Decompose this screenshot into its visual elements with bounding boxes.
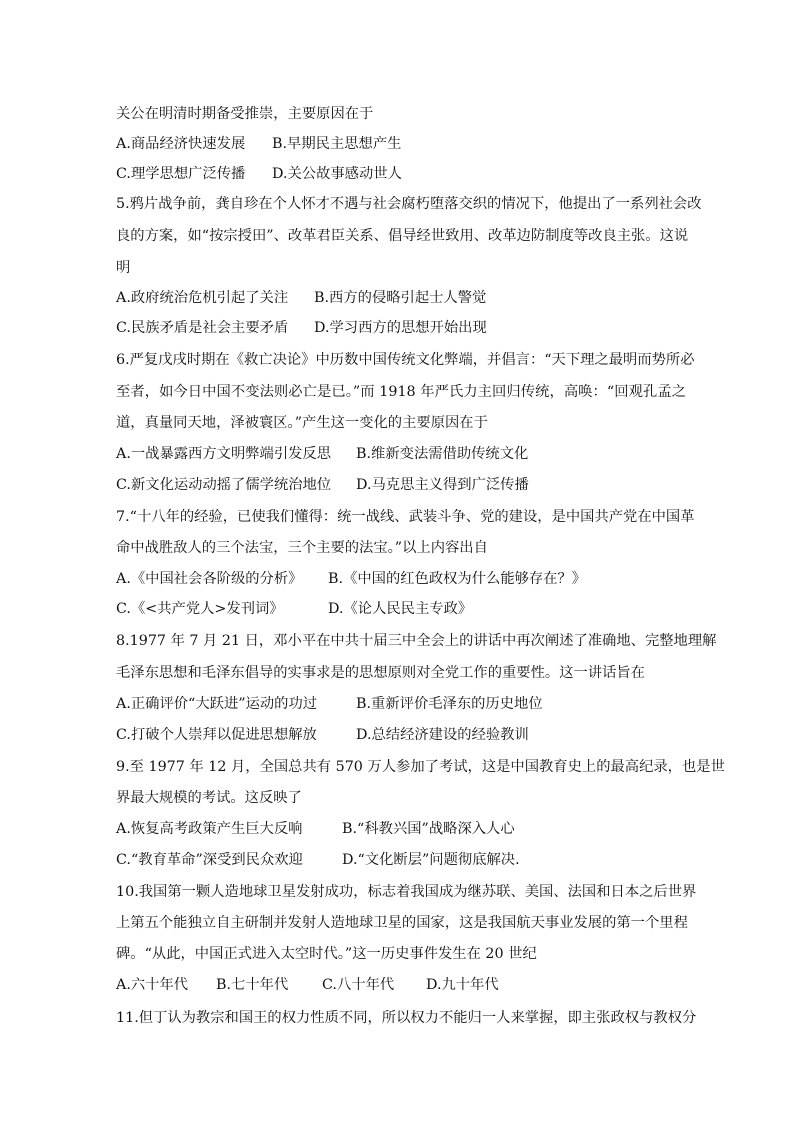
option-a: A.《中国社会各阶级的分析》: [116, 571, 303, 587]
option-row: [116, 444, 686, 464]
option-b: B.维新变法需借助传统文化: [356, 446, 529, 462]
question-11-stem: 11.但丁认为教宗和国王的权力性质不同，所以权力不能归一人来掌握，即主张政权与教权分: [116, 1010, 697, 1026]
question-4-stem: 关公在明清时期备受推崇，主要原因在于: [116, 106, 374, 122]
option-row: [116, 599, 686, 619]
option-d: D.总结经济建设的经验教训: [356, 727, 529, 743]
option-d: D.《论人民民主专政》: [328, 601, 473, 617]
option-c: C.新文化运动动摇了儒学统治地位: [116, 477, 332, 493]
option-row: [116, 850, 686, 870]
option-b: B.西方的侵略引起士人警觉: [314, 290, 487, 306]
option-b: B.早期民主思想产生: [272, 136, 402, 152]
option-d: D.“文化断层”问题彻底解决.: [342, 852, 520, 868]
option-a: A.商品经济快速发展: [116, 136, 246, 152]
option-a: A.六十年代: [116, 977, 189, 993]
option-d: D.九十年代: [426, 977, 499, 993]
option-b: B.《中国的红色政权为什么能够存在？》: [328, 571, 587, 587]
option-row: [116, 725, 686, 745]
option-a: A.正确评价“大跃进”运动的功过: [116, 696, 318, 712]
option-row: [116, 569, 686, 589]
option-row: [116, 975, 686, 995]
option-d: D.马克思主义得到广泛传播: [356, 477, 529, 493]
option-d: D.学习西方的思想开始出现: [314, 320, 487, 336]
question-6-stem: 道，真量同天地，泽被寰区。”产生这一变化的主要原因在于: [116, 415, 488, 431]
option-c: C.理学思想广泛传播: [116, 166, 246, 182]
option-c: C.“教育革命”深受到民众欢迎: [116, 852, 303, 868]
question-10-stem: 上第五个能独立自主研制并发射人造地球卫星的国家，这是我国航天事业发展的第一个里程: [116, 915, 688, 931]
option-row: [116, 164, 686, 184]
option-b: B.“科教兴国”战略深入人心: [342, 821, 515, 837]
option-row: [116, 288, 686, 308]
option-b: B.重新评价毛泽东的历史地位: [356, 696, 543, 712]
option-row: [116, 819, 686, 839]
option-a: A.恢复高考政策产生巨大反响: [116, 821, 303, 837]
option-d: D.关公故事感动世人: [272, 166, 402, 182]
question-8-stem: 毛泽东思想和毛泽东倡导的实事求是的思想原则对全党工作的重要性。这一讲话旨在: [116, 665, 645, 681]
option-row: [116, 318, 686, 338]
question-7-stem: 7.“十八年的经验，已使我们懂得：统一战线、武装斗争、党的建设，是中国共产党在中国革: [116, 509, 695, 525]
option-a: A.政府统治危机引起了关注: [116, 290, 289, 306]
question-6-stem: 至者，如今日中国不变法则必亡是已。”而 1918 年严氏力主回归传统，高唤：“回观孔孟之: [116, 384, 686, 400]
question-10-stem: 10.我国第一颗人造地球卫星发射成功，标志着我国成为继苏联、美国、法国和日本之后世界: [116, 884, 697, 900]
question-5-stem: 良的方案，如“按宗授田”、改革君臣关系、倡导经世致用、改革边防制度等改良主张。这说: [116, 228, 689, 244]
question-9-stem: 9.至 1977 年 12 月，全国总共有 570 万人参加了考试，这是中国教育史上的最高纪录，也是世: [116, 759, 725, 775]
option-c: C.八十年代: [322, 977, 395, 993]
question-10-stem: 碑。“从此，中国正式进入太空时代。”这一历史事件发生在 20 世纪: [116, 946, 537, 962]
option-row: [116, 694, 686, 714]
option-b: B.七十年代: [216, 977, 289, 993]
option-row: [116, 134, 686, 154]
question-5-stem: 明: [116, 260, 131, 276]
question-8-stem: 8.1977 年 7 月 21 日，邓小平在中共十届三中全会上的讲话中再次阐述了准确地、完整地理解: [116, 633, 717, 649]
option-row: [116, 475, 686, 495]
option-a: A.一战暴露西方文明弊端引发反思: [116, 446, 332, 462]
question-6-stem: 6.严复戊戌时期在《救亡决论》中历数中国传统文化弊端，并倡言：“天下理之最明而势所必: [116, 352, 695, 368]
question-5-stem: 5.鸦片战争前，龚自珍在个人怀才不遇与社会腐朽堕落交织的情况下，他提出了一系列社会改: [116, 196, 702, 212]
question-7-stem: 命中战胜敌人的三个法宝，三个主要的法宝。”以上内容出自: [116, 540, 488, 556]
question-9-stem: 界最大规模的考试。这反映了: [116, 790, 302, 806]
option-c: C.《<共产党人>发刊词》: [116, 601, 284, 617]
option-c: C.打破个人崇拜以促进思想解放: [116, 727, 317, 743]
option-c: C.民族矛盾是社会主要矛盾: [116, 320, 289, 336]
